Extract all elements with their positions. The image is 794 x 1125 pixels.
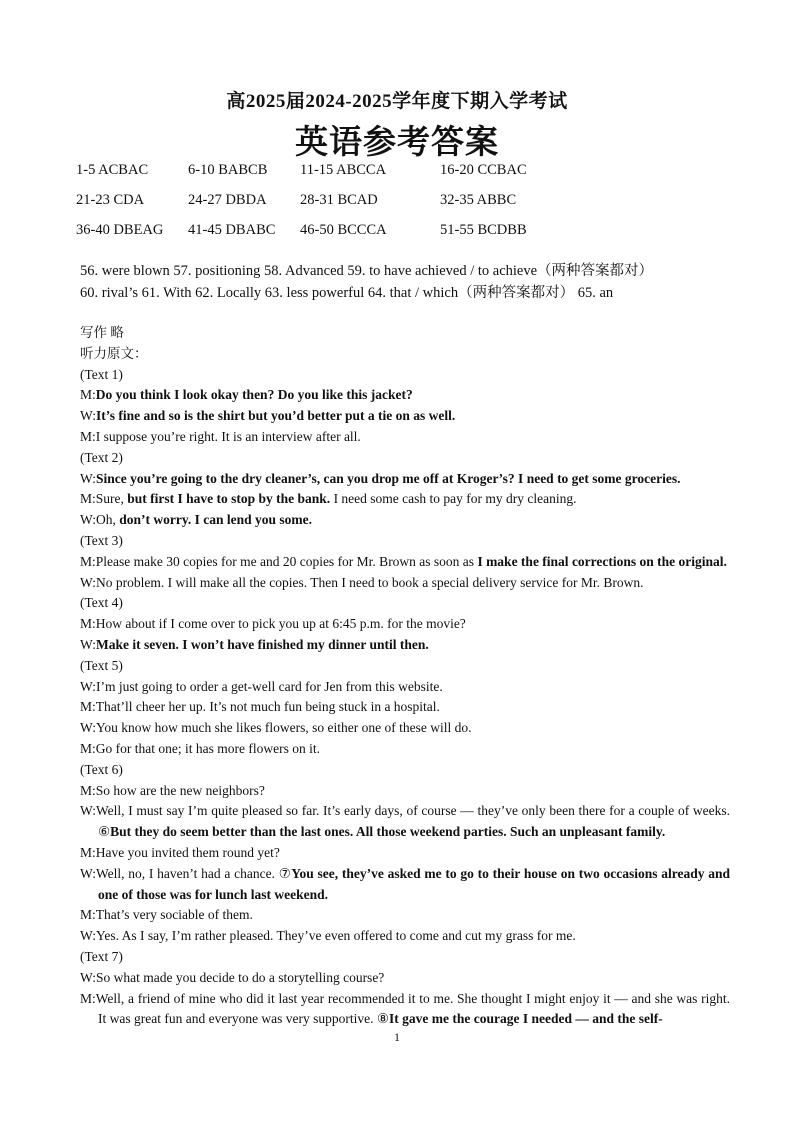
emphasis-text: It gave me the courage I needed — and the self- <box>389 1011 663 1027</box>
dialogue-text: Have you invited them round yet? <box>95 844 280 860</box>
page-number: 1 <box>394 1030 400 1044</box>
dialogue-text: That’ll cheer her up. It’s not much fun being stuck in a hospital. <box>95 699 440 715</box>
text-label: (Text 7) <box>80 948 123 964</box>
dialogue-line <box>80 968 730 989</box>
dialogue-line <box>80 552 730 573</box>
emphasis-text: I make the final corrections on the original. <box>477 553 727 569</box>
fill-in-line: 60. rival’s 61. With 62. Locally 63. less powerful 64. that / which（两种答案都对） 65. an <box>80 285 614 301</box>
dialogue-line <box>80 385 730 406</box>
fill-in-line: 56. were blown 57. positioning 58. Advanced 59. to have achieved / to achieve（两种答案都对） <box>80 263 654 279</box>
dialogue-line <box>80 843 730 864</box>
dialogue-text: Well, I must say I’m quite pleased so far. It’s early days, of course — they’ve only been there for a couple of weeks. ⑥ <box>96 803 730 840</box>
dialogue-text: W: <box>80 678 96 694</box>
dialogue-line <box>80 864 730 906</box>
writing-note: 写作 略 <box>80 325 124 340</box>
dialogue-text: W: <box>80 470 96 486</box>
dialogue-line <box>80 406 730 427</box>
dialogue-text: How about if I come over to pick you up at 6:45 p.m. for the movie? <box>95 616 466 632</box>
dialogue-text: You know how much she likes flowers, so either one of these will do. <box>96 720 472 736</box>
dialogue-text: W: <box>80 865 96 881</box>
dialogue-text: Go for that one; it has more flowers on it. <box>95 740 320 756</box>
dialogue-line <box>80 718 730 739</box>
dialogue-line <box>80 489 730 510</box>
listening-script <box>80 323 730 1030</box>
dialogue-text: M: <box>80 428 96 444</box>
dialogue-text: That’s very sociable of them. <box>95 907 253 923</box>
fill-in-answers <box>80 260 740 304</box>
answer-cell: 36-40 DBEAG <box>76 222 164 238</box>
dialogue-text: W: <box>80 928 96 944</box>
dialogue-text: So what made you decide to do a storytelling course? <box>96 969 385 985</box>
dialogue-text: W: <box>80 803 96 819</box>
dialogue-line <box>80 510 730 531</box>
dialogue-text: Well, no, I haven’t had a chance. ⑦ <box>96 865 292 881</box>
dialogue-line <box>80 573 730 594</box>
dialogue-line <box>80 781 730 802</box>
answer-cell: 11-15 ABCCA <box>300 162 387 178</box>
emphasis-text: Make it seven. I won’t have finished my dinner until then. <box>96 636 429 652</box>
dialogue-line <box>80 427 730 448</box>
dialogue-text: W: <box>80 720 96 736</box>
dialogue-line <box>80 739 730 760</box>
answer-row <box>76 192 756 222</box>
answer-row <box>76 162 756 192</box>
dialogue-text: M: <box>80 907 96 923</box>
dialogue-text: M: <box>80 740 96 756</box>
emphasis-text: But they do seem better than the last ones. All those weekend parties. Such an unpleasant family. <box>110 824 666 840</box>
emphasis-text: but first I have to stop by the bank. <box>127 491 331 507</box>
dialogue-text: W: <box>80 512 96 528</box>
answer-cell: 41-45 DBABC <box>188 222 276 238</box>
dialogue-line <box>80 926 730 947</box>
script-heading: 听力原文： <box>80 345 148 361</box>
dialogue-text: W: <box>80 574 96 590</box>
dialogue-line <box>80 697 730 718</box>
text-label: (Text 6) <box>80 761 123 777</box>
emphasis-text: Do you think I look okay then? Do you like this jacket? <box>95 387 413 403</box>
dialogue-text: W: <box>80 408 96 424</box>
answer-cell: 1-5 ACBAC <box>76 162 149 178</box>
emphasis-text: You see, they’ve asked me to go to their house on two occasions already and one of those was for lunch last weekend. <box>98 865 730 902</box>
answer-row <box>76 222 756 252</box>
answer-cell: 16-20 CCBAC <box>440 162 527 178</box>
dialogue-line <box>80 801 730 843</box>
dialogue-text: I suppose you’re right. It is an interview after all. <box>95 428 361 444</box>
dialogue-text: So how are the new neighbors? <box>95 782 265 798</box>
dialogue-text: M: <box>80 782 96 798</box>
emphasis-text: Since you’re going to the dry cleaner’s, can you drop me off at Kroger’s? I need to get some groceries. <box>96 470 681 486</box>
dialogue-line <box>80 614 730 635</box>
dialogue-line <box>80 989 730 1031</box>
dialogue-text: M: <box>80 491 96 507</box>
answer-cell: 24-27 DBDA <box>188 192 267 208</box>
answer-cell: 6-10 BABCB <box>188 162 268 178</box>
dialogue-line <box>80 677 730 698</box>
dialogue-text: Well, a friend of mine who did it last year recommended it to me. She thought I might enjoy it — and she was right. It was great fun and everyone was very supportive. ⑧ <box>95 990 730 1027</box>
dialogue-line <box>80 469 730 490</box>
text-label: (Text 3) <box>80 532 123 548</box>
text-label: (Text 5) <box>80 657 123 673</box>
dialogue-text: W: <box>80 636 96 652</box>
dialogue-text: M: <box>80 387 96 403</box>
answer-cell: 21-23 CDA <box>76 192 145 208</box>
dialogue-text: M: <box>80 616 96 632</box>
dialogue-text: M: <box>80 844 96 860</box>
dialogue-text: No problem. I will make all the copies. Then I need to book a special delivery service for Mr. Brown. <box>96 574 644 590</box>
dialogue-text: I’m just going to order a get-well card for Jen from this website. <box>96 678 443 694</box>
dialogue-text: Oh, <box>96 512 120 528</box>
dialogue-text: W: <box>80 969 96 985</box>
dialogue-text: M: <box>80 990 96 1006</box>
dialogue-text: M: <box>80 699 96 715</box>
emphasis-text: It’s fine and so is the shirt but you’d better put a tie on as well. <box>96 408 456 424</box>
dialogue-line <box>80 635 730 656</box>
text-label: (Text 4) <box>80 595 123 611</box>
answer-cell: 46-50 BCCCA <box>300 222 387 238</box>
answer-cell: 51-55 BCDBB <box>440 222 527 238</box>
dialogue-text: Please make 30 copies for me and 20 copies for Mr. Brown as soon as <box>95 553 478 569</box>
dialogue-text: I need some cash to pay for my dry cleaning. <box>330 491 577 507</box>
answer-grid <box>76 162 756 252</box>
answer-cell: 28-31 BCAD <box>300 192 378 208</box>
dialogue-text: M: <box>80 553 96 569</box>
exam-title: 高2025届2024-2025学年度下期入学考试 <box>226 91 568 112</box>
dialogue-text: Sure, <box>95 491 128 507</box>
text-label: (Text 2) <box>80 449 123 465</box>
dialogue-line <box>80 905 730 926</box>
emphasis-text: don’t worry. I can lend you some. <box>119 512 313 528</box>
answer-cell: 32-35 ABBC <box>440 192 517 208</box>
text-label: (Text 1) <box>80 366 123 382</box>
answer-key-title: 英语参考答案 <box>295 125 499 161</box>
dialogue-text: Yes. As I say, I’m rather pleased. They’ve even offered to come and cut my grass for me. <box>96 928 576 944</box>
